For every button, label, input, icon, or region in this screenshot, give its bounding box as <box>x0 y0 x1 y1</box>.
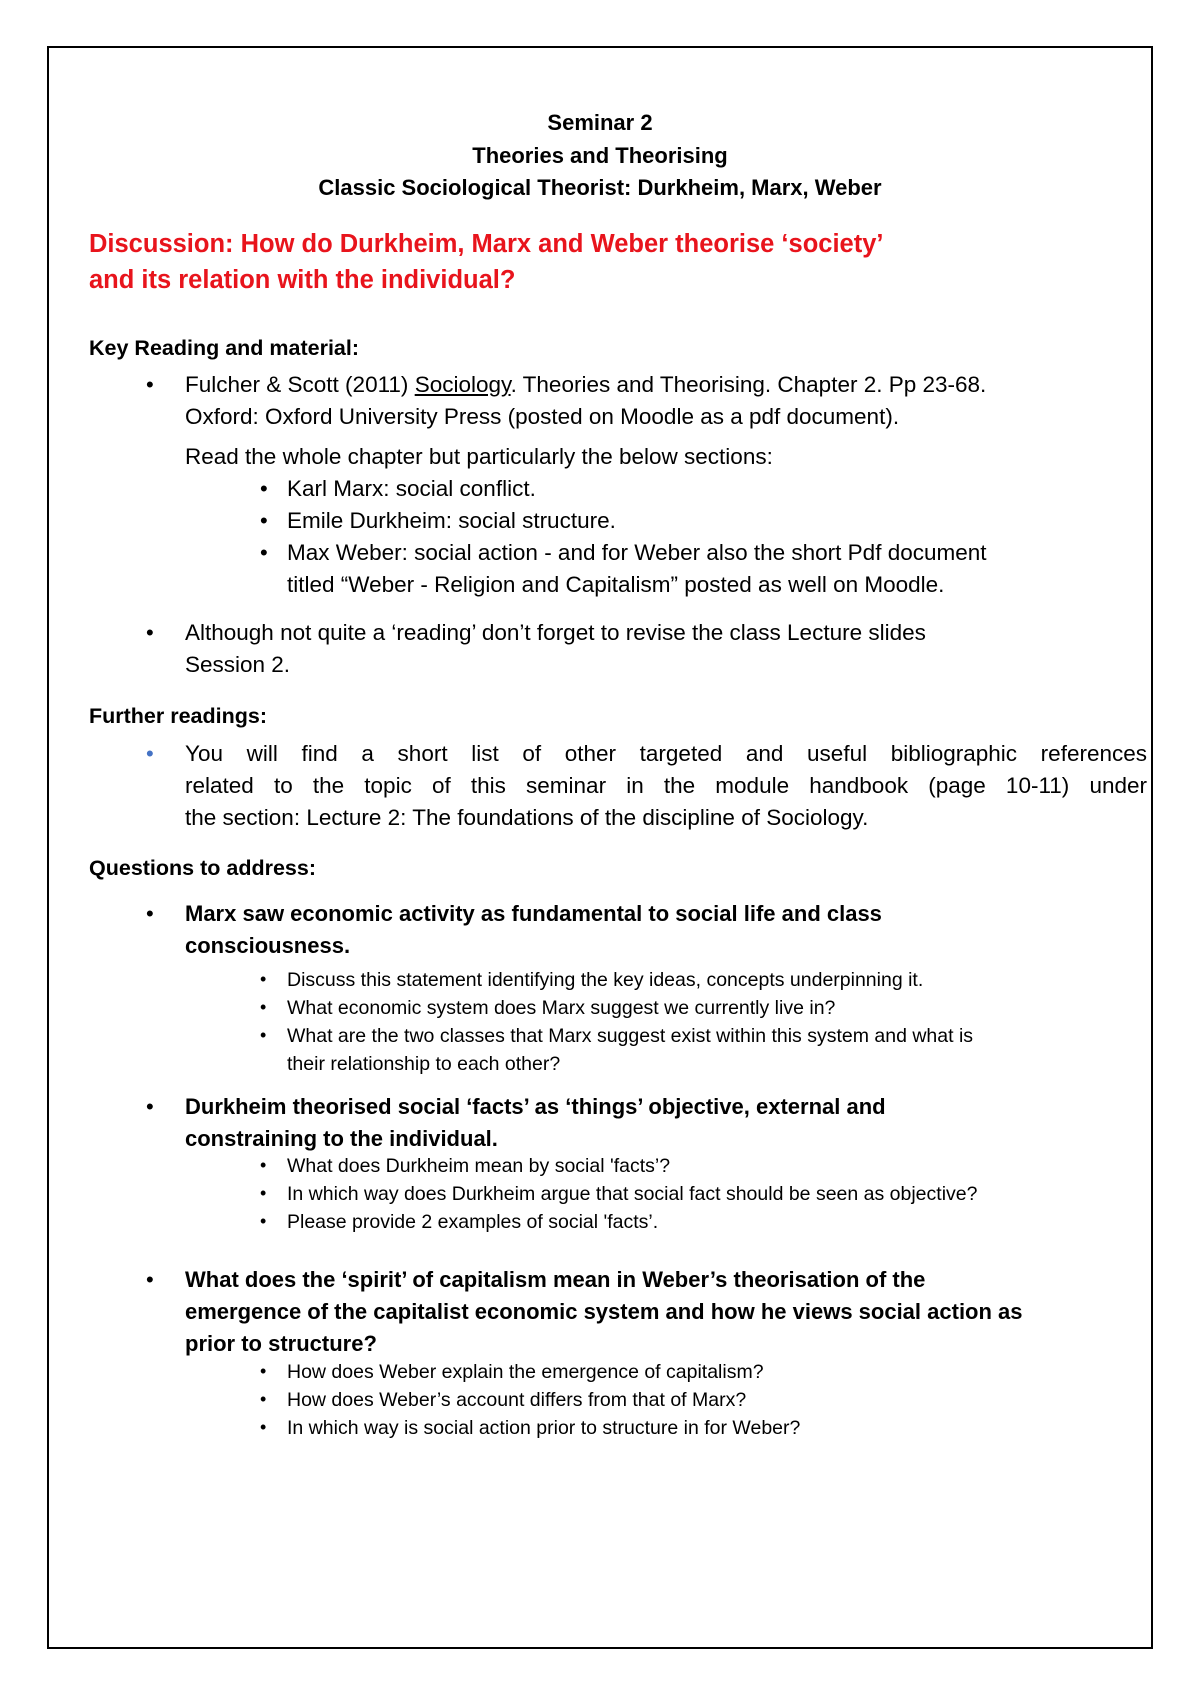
further-readings-line-2: related to the topic of this seminar in the module handbook (page 10-11) under <box>185 773 1147 798</box>
further-readings-line-3: the section: Lecture 2: The foundations of the discipline of Sociology. <box>185 805 869 830</box>
further-readings-line-1: You will find a short list of other targeted and useful bibliographic references <box>185 741 1147 766</box>
bullet-icon: • <box>146 741 154 766</box>
page-frame <box>47 46 1153 1649</box>
key-reading-heading: Key Reading and material: <box>89 336 360 360</box>
section-item: Karl Marx: social conflict. <box>287 476 536 501</box>
section-item: Emile Durkheim: social structure. <box>287 508 616 533</box>
bullet-icon: • <box>146 1267 154 1292</box>
question-1-sub-line-2: their relationship to each other? <box>287 1053 561 1075</box>
book-title: Sociology <box>414 372 511 397</box>
read-note: Read the whole chapter but particularly the below sections: <box>185 444 773 469</box>
question-1-sub: What are the two classes that Marx suggest exist within this system and what is <box>287 1025 974 1047</box>
bullet-icon: • <box>260 540 268 565</box>
question-2-line-2: constraining to the individual. <box>185 1126 498 1151</box>
key-reading-item-2: Although not quite a ‘reading’ don’t forget to revise the class Lecture slides <box>185 620 926 645</box>
question-3-sub: How does Weber explain the emergence of capitalism? <box>287 1361 764 1383</box>
key-reading-item-1 <box>185 372 986 398</box>
question-1-sub: Discuss this statement identifying the key ideas, concepts underpinning it. <box>287 969 924 991</box>
section-item: Max Weber: social action - and for Weber also the short Pdf document <box>287 540 987 565</box>
citation-authors: Fulcher & Scott (2011) <box>185 372 415 397</box>
discussion-line-2: and its relation with the individual? <box>89 266 516 294</box>
question-3-sub: How does Weber’s account differs from that of Marx? <box>287 1389 747 1411</box>
seminar-number: Seminar 2 <box>547 110 653 135</box>
bullet-icon: • <box>260 997 267 1017</box>
section-item-line-2: titled “Weber - Religion and Capitalism” posted as well on Moodle. <box>287 572 945 597</box>
seminar-subtitle: Classic Sociological Theorist: Durkheim, Marx, Weber <box>318 175 882 200</box>
question-3-sub: In which way is social action prior to structure in for Weber? <box>287 1417 801 1439</box>
question-2-sub: What does Durkheim mean by social 'facts’? <box>287 1155 671 1177</box>
bullet-icon: • <box>146 901 154 926</box>
question-1-line-2: consciousness. <box>185 933 351 958</box>
question-1-sub: What economic system does Marx suggest we currently live in? <box>287 997 836 1019</box>
bullet-icon: • <box>146 620 154 645</box>
discussion-line-1: Discussion: How do Durkheim, Marx and Weber theorise ‘society’ <box>89 230 884 258</box>
questions-heading: Questions to address: <box>89 856 316 880</box>
bullet-icon: • <box>260 969 267 989</box>
bullet-icon: • <box>260 476 268 501</box>
bullet-icon: • <box>260 1361 267 1381</box>
bullet-icon: • <box>260 508 268 533</box>
bullet-icon: • <box>146 1094 154 1119</box>
question-2-line-1: Durkheim theorised social ‘facts’ as ‘things’ objective, external and <box>185 1094 886 1119</box>
bullet-icon: • <box>260 1417 267 1437</box>
key-reading-item-2-line-2: Session 2. <box>185 652 291 677</box>
bullet-icon: • <box>260 1211 267 1231</box>
key-reading-item-1-line-2: Oxford: Oxford University Press (posted on Moodle as a pdf document). <box>185 404 900 429</box>
question-2-sub: In which way does Durkheim argue that social fact should be seen as objective? <box>287 1183 978 1205</box>
bullet-icon: • <box>260 1025 267 1045</box>
bullet-icon: • <box>146 372 154 397</box>
question-3-line-3: prior to structure? <box>185 1331 377 1356</box>
seminar-title: Theories and Theorising <box>472 143 728 168</box>
bullet-icon: • <box>260 1389 267 1409</box>
question-1-line-1: Marx saw economic activity as fundamental to social life and class <box>185 901 882 926</box>
question-2-sub: Please provide 2 examples of social 'facts’. <box>287 1211 659 1233</box>
citation-detail: . Theories and Theorising. Chapter 2. Pp 23-68. <box>510 372 987 397</box>
question-3-line-1: What does the ‘spirit’ of capitalism mean in Weber’s theorisation of the <box>185 1267 926 1292</box>
further-readings-heading: Further readings: <box>89 704 267 728</box>
bullet-icon: • <box>260 1183 267 1203</box>
question-3-line-2: emergence of the capitalist economic system and how he views social action as <box>185 1299 1023 1324</box>
bullet-icon: • <box>260 1155 267 1175</box>
